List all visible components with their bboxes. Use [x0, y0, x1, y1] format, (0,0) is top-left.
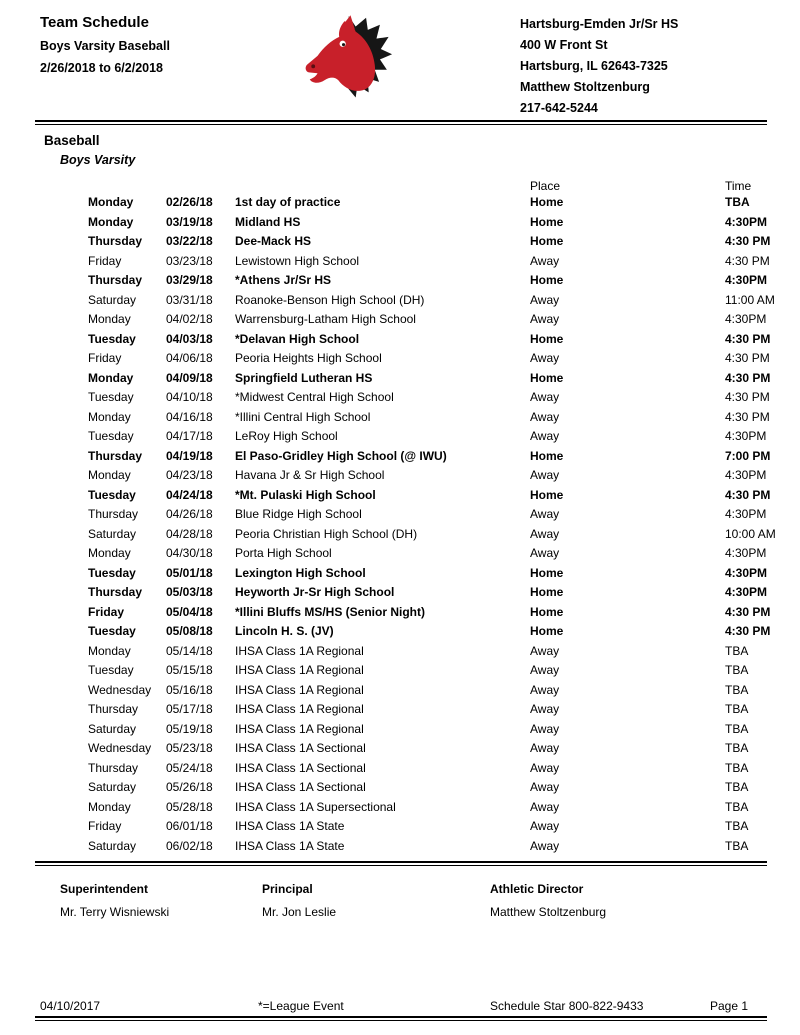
- cell-date: 04/16/18: [166, 409, 213, 424]
- school-address-city: Hartsburg, IL 62643-7325: [520, 59, 668, 73]
- schedule-table: [88, 179, 787, 856]
- cell-event: Peoria Christian High School (DH): [235, 526, 418, 541]
- schedule-row: [88, 427, 787, 447]
- schedule-row: [88, 193, 787, 213]
- footer-page-number: Page 1: [710, 999, 749, 1013]
- schedule-row: [88, 505, 787, 525]
- cell-date: 06/01/18: [166, 819, 213, 833]
- cell-date: 04/02/18: [166, 312, 213, 326]
- cell-place: Home: [530, 214, 564, 229]
- cell-day: Saturday: [88, 780, 137, 794]
- school-name: Hartsburg-Emden Jr/Sr HS: [520, 17, 679, 31]
- cell-event: *Illini Central High School: [235, 409, 371, 424]
- cell-time: TBA: [725, 760, 749, 775]
- cell-day: Monday: [88, 195, 134, 209]
- cell-event: IHSA Class 1A Regional: [235, 663, 364, 677]
- cell-date: 05/28/18: [166, 799, 213, 814]
- cell-time: 4:30PM: [725, 273, 768, 287]
- cell-date: 04/10/18: [166, 390, 213, 404]
- cell-day: Saturday: [88, 526, 137, 541]
- cell-date: 05/03/18: [166, 585, 213, 599]
- cell-date: 04/09/18: [166, 370, 213, 385]
- bottom-divider: [35, 1016, 767, 1021]
- cell-place: Away: [530, 546, 560, 560]
- cell-date: 05/17/18: [166, 702, 213, 716]
- cell-time: 4:30 PM: [725, 409, 770, 424]
- cell-time: TBA: [725, 741, 749, 755]
- cell-day: Thursday: [88, 234, 143, 248]
- contact-role: Principal: [262, 882, 313, 896]
- cell-place: Away: [530, 760, 560, 775]
- mustang-logo-icon: [295, 14, 399, 110]
- cell-day: Thursday: [88, 507, 139, 521]
- cell-event: Blue Ridge High School: [235, 507, 362, 521]
- schedule-row: [88, 232, 787, 252]
- cell-place: Home: [530, 331, 564, 346]
- cell-day: Monday: [88, 643, 131, 658]
- cell-day: Thursday: [88, 273, 143, 287]
- cell-day: Tuesday: [88, 429, 134, 443]
- schedule-row: [88, 720, 787, 740]
- schedule-row: [88, 310, 787, 330]
- cell-time: TBA: [725, 819, 749, 833]
- cell-day: Friday: [88, 253, 122, 268]
- cell-time: TBA: [725, 195, 750, 209]
- cell-place: Home: [530, 234, 564, 248]
- cell-event: IHSA Class 1A Regional: [235, 702, 364, 716]
- cell-event: LeRoy High School: [235, 429, 338, 443]
- schedule-row: [88, 837, 787, 857]
- schedule-row: [88, 661, 787, 681]
- column-header-day: [88, 179, 166, 193]
- cell-place: Away: [530, 390, 560, 404]
- cell-event: 1st day of practice: [235, 195, 341, 209]
- cell-place: Away: [530, 468, 560, 482]
- cell-event: Roanoke-Benson High School (DH): [235, 292, 425, 307]
- cell-event: Lincoln H. S. (JV): [235, 624, 334, 638]
- cell-day: Thursday: [88, 702, 139, 716]
- contact-name: Matthew Stoltzenburg: [490, 905, 607, 919]
- cell-place: Away: [530, 741, 560, 755]
- cell-time: 4:30PM: [725, 565, 768, 580]
- cell-place: Away: [530, 819, 560, 833]
- cell-day: Tuesday: [88, 624, 136, 638]
- cell-date: 04/23/18: [166, 468, 213, 482]
- team-info-block: [40, 14, 295, 83]
- cell-time: 7:00 PM: [725, 448, 771, 463]
- cell-date: 05/08/18: [166, 624, 213, 638]
- cell-day: Monday: [88, 312, 131, 326]
- cell-place: Away: [530, 721, 560, 736]
- logo-nostril: [311, 64, 315, 68]
- footer-print-date: 04/10/2017: [40, 999, 101, 1013]
- cell-date: 06/02/18: [166, 838, 213, 853]
- cell-date: 04/30/18: [166, 546, 213, 560]
- schedule-row: [88, 252, 787, 272]
- cell-date: 05/04/18: [166, 604, 213, 619]
- cell-day: Tuesday: [88, 331, 136, 346]
- cell-day: Tuesday: [88, 487, 136, 502]
- cell-day: Thursday: [88, 760, 139, 775]
- cell-place: Home: [530, 195, 564, 209]
- contact-role: Athletic Director: [490, 882, 584, 896]
- schedule-row: [88, 213, 787, 233]
- page-header: [40, 14, 770, 119]
- footer-brand: Schedule Star 800-822-9433: [490, 999, 644, 1013]
- cell-day: Monday: [88, 409, 131, 424]
- cell-time: 4:30 PM: [725, 624, 771, 638]
- cell-event: Havana Jr & Sr High School: [235, 468, 385, 482]
- cell-time: TBA: [725, 721, 749, 736]
- schedule-row: [88, 583, 787, 603]
- cell-date: 05/14/18: [166, 643, 213, 658]
- schedule-row: [88, 622, 787, 642]
- cell-date: 02/26/18: [166, 195, 213, 209]
- cell-date: 04/19/18: [166, 448, 213, 463]
- cell-place: Away: [530, 429, 560, 443]
- cell-day: Tuesday: [88, 663, 134, 677]
- cell-day: Friday: [88, 604, 125, 619]
- cell-place: Away: [530, 702, 560, 716]
- cell-time: TBA: [725, 799, 749, 814]
- team-name: Boys Varsity Baseball: [40, 39, 170, 53]
- schedule-body: [88, 193, 787, 856]
- schedule-row: [88, 388, 787, 408]
- schedule-row: [88, 739, 787, 759]
- table-divider: [35, 861, 767, 866]
- cell-time: 4:30PM: [725, 429, 767, 443]
- cell-event: IHSA Class 1A Sectional: [235, 741, 366, 755]
- cell-place: Home: [530, 487, 564, 502]
- cell-date: 05/19/18: [166, 721, 213, 736]
- cell-place: Away: [530, 663, 560, 677]
- cell-place: Away: [530, 409, 560, 424]
- cell-event: *Midwest Central High School: [235, 390, 394, 404]
- column-header-place: Place: [530, 179, 561, 193]
- season-date-range: 2/26/2018 to 6/2/2018: [40, 61, 164, 75]
- cell-time: 4:30PM: [725, 507, 767, 521]
- cell-time: 10:00 AM: [725, 526, 776, 541]
- cell-date: 04/26/18: [166, 507, 213, 521]
- cell-place: Away: [530, 682, 560, 697]
- footer-legend: *=League Event: [258, 999, 344, 1013]
- cell-day: Tuesday: [88, 565, 136, 580]
- header-divider: [35, 120, 767, 125]
- schedule-row: [88, 349, 787, 369]
- cell-event: Peoria Heights High School: [235, 351, 382, 365]
- school-info-block: [520, 14, 770, 119]
- cell-day: Thursday: [88, 448, 143, 463]
- cell-event: Warrensburg-Latham High School: [235, 312, 416, 326]
- cell-date: 05/23/18: [166, 741, 213, 755]
- cell-time: 4:30 PM: [725, 331, 771, 346]
- school-phone: 217-642-5244: [520, 101, 598, 115]
- school-address-street: 400 W Front St: [520, 38, 608, 52]
- cell-day: Monday: [88, 546, 131, 560]
- schedule-row: [88, 544, 787, 564]
- cell-place: Home: [530, 624, 564, 638]
- cell-time: 4:30 PM: [725, 370, 771, 385]
- cell-place: Away: [530, 838, 560, 853]
- cell-time: 11:00 AM: [725, 292, 775, 307]
- cell-date: 03/22/18: [166, 234, 213, 248]
- cell-event: Lexington High School: [235, 565, 366, 580]
- cell-day: Friday: [88, 819, 122, 833]
- cell-time: TBA: [725, 780, 749, 794]
- schedule-row: [88, 564, 787, 584]
- contact-name: Mr. Jon Leslie: [262, 905, 337, 919]
- cell-day: Monday: [88, 468, 131, 482]
- contact-name: Mr. Terry Wisniewski: [60, 905, 170, 919]
- cell-date: 05/24/18: [166, 760, 213, 775]
- cell-date: 04/03/18: [166, 331, 213, 346]
- cell-place: Away: [530, 780, 560, 794]
- cell-time: 4:30 PM: [725, 351, 770, 365]
- logo-pupil: [342, 43, 345, 46]
- schedule-row: [88, 642, 787, 662]
- cell-time: 4:30PM: [725, 214, 768, 229]
- cell-day: Wednesday: [88, 682, 152, 697]
- cell-date: 05/01/18: [166, 565, 213, 580]
- schedule-row: [88, 486, 787, 506]
- column-header-date: [166, 179, 235, 193]
- cell-place: Away: [530, 526, 560, 541]
- cell-day: Saturday: [88, 721, 137, 736]
- schedule-row: [88, 798, 787, 818]
- schedule-row: [88, 408, 787, 428]
- cell-day: Monday: [88, 799, 131, 814]
- contact-role: Superintendent: [60, 882, 149, 896]
- cell-date: 04/24/18: [166, 487, 213, 502]
- cell-place: Away: [530, 507, 560, 521]
- schedule-row: [88, 271, 787, 291]
- schedule-header-row: [88, 179, 787, 193]
- cell-place: Away: [530, 351, 560, 365]
- cell-date: 04/28/18: [166, 526, 213, 541]
- team-level-heading: Boys Varsity: [60, 153, 136, 167]
- cell-date: 04/17/18: [166, 429, 213, 443]
- cell-place: Away: [530, 312, 560, 326]
- cell-place: Away: [530, 253, 560, 268]
- cell-date: 03/19/18: [166, 214, 213, 229]
- column-header-event: [235, 179, 530, 193]
- cell-event: IHSA Class 1A Regional: [235, 682, 364, 697]
- cell-event: IHSA Class 1A State: [235, 838, 345, 853]
- cell-place: Home: [530, 370, 564, 385]
- cell-time: 4:30PM: [725, 546, 767, 560]
- cell-time: TBA: [725, 702, 749, 716]
- contact-block: [262, 882, 490, 919]
- schedule-row: [88, 330, 787, 350]
- schedule-row: [88, 291, 787, 311]
- cell-time: 4:30 PM: [725, 253, 770, 268]
- schedule-row: [88, 759, 787, 779]
- cell-date: 05/16/18: [166, 682, 213, 697]
- cell-event: *Athens Jr/Sr HS: [235, 273, 332, 287]
- cell-time: 4:30PM: [725, 468, 767, 482]
- cell-event: IHSA Class 1A Sectional: [235, 760, 366, 775]
- contacts-row: [60, 882, 770, 919]
- contact-block: [60, 882, 262, 919]
- page-footer: [40, 999, 770, 1015]
- cell-date: 03/23/18: [166, 253, 213, 268]
- schedule-row: [88, 447, 787, 467]
- cell-time: 4:30 PM: [725, 487, 771, 502]
- cell-day: Saturday: [88, 292, 137, 307]
- cell-event: *Mt. Pulaski High School: [235, 487, 376, 502]
- cell-place: Away: [530, 799, 560, 814]
- column-header-time: Time: [725, 179, 752, 193]
- cell-time: 4:30PM: [725, 312, 767, 326]
- cell-date: 03/29/18: [166, 273, 213, 287]
- cell-date: 05/26/18: [166, 780, 213, 794]
- cell-place: Home: [530, 273, 564, 287]
- cell-time: TBA: [725, 643, 749, 658]
- cell-event: Porta High School: [235, 546, 332, 560]
- cell-day: Wednesday: [88, 741, 152, 755]
- cell-event: IHSA Class 1A Regional: [235, 643, 364, 658]
- cell-day: Saturday: [88, 838, 137, 853]
- cell-time: TBA: [725, 663, 749, 677]
- cell-event: IHSA Class 1A Supersectional: [235, 799, 396, 814]
- cell-date: 04/06/18: [166, 351, 213, 365]
- cell-time: 4:30PM: [725, 585, 768, 599]
- cell-event: Lewistown High School: [235, 253, 360, 268]
- cell-event: *Illini Bluffs MS/HS (Senior Night): [235, 604, 425, 619]
- cell-time: 4:30 PM: [725, 604, 771, 619]
- cell-date: 05/15/18: [166, 663, 213, 677]
- schedule-row: [88, 778, 787, 798]
- cell-place: Home: [530, 448, 564, 463]
- schedule-row: [88, 681, 787, 701]
- cell-event: *Delavan High School: [235, 331, 360, 346]
- cell-place: Away: [530, 292, 560, 307]
- cell-place: Home: [530, 604, 564, 619]
- cell-day: Monday: [88, 214, 134, 229]
- cell-event: Midland HS: [235, 214, 301, 229]
- cell-time: 4:30 PM: [725, 390, 770, 404]
- cell-time: TBA: [725, 682, 749, 697]
- contact-block: [490, 882, 770, 919]
- schedule-row: [88, 817, 787, 837]
- page-title: Team Schedule: [40, 14, 149, 31]
- schedule-row: [88, 369, 787, 389]
- cell-place: Home: [530, 565, 564, 580]
- cell-place: Home: [530, 585, 564, 599]
- cell-event: Heyworth Jr-Sr High School: [235, 585, 395, 599]
- cell-place: Away: [530, 643, 560, 658]
- cell-event: Dee-Mack HS: [235, 234, 312, 248]
- schedule-row: [88, 466, 787, 486]
- cell-event: IHSA Class 1A Sectional: [235, 780, 366, 794]
- cell-time: 4:30 PM: [725, 234, 771, 248]
- cell-day: Monday: [88, 370, 134, 385]
- cell-day: Tuesday: [88, 390, 134, 404]
- cell-date: 03/31/18: [166, 292, 213, 307]
- school-contact-name: Matthew Stoltzenburg: [520, 80, 650, 94]
- cell-event: IHSA Class 1A State: [235, 819, 345, 833]
- schedule-row: [88, 603, 787, 623]
- cell-event: El Paso-Gridley High School (@ IWU): [235, 448, 447, 463]
- cell-day: Thursday: [88, 585, 143, 599]
- cell-event: IHSA Class 1A Regional: [235, 721, 364, 736]
- cell-day: Friday: [88, 351, 122, 365]
- schedule-row: [88, 525, 787, 545]
- schedule-row: [88, 700, 787, 720]
- sport-heading: Baseball: [44, 133, 100, 148]
- cell-time: TBA: [725, 838, 749, 853]
- cell-event: Springfield Lutheran HS: [235, 370, 373, 385]
